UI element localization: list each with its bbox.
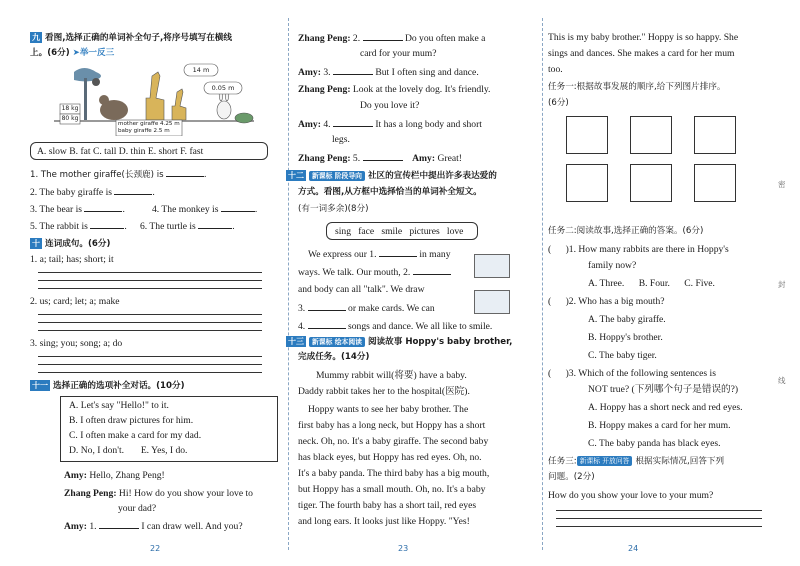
option-d-e: D. No, I don't. E. Yes, I do. (69, 445, 188, 456)
section-9-heading: 九 看图,选择正确的单词补全句子,将序号填写在横线 (32, 33, 232, 43)
margin-mark-3: 线 (778, 376, 786, 385)
task2-q2-c: C. The baby tiger. (588, 350, 657, 361)
task3-title: 任务三: 新课标 开放问答 根据实际情况,回答下列 (548, 456, 725, 467)
section-13-heading: 十三 新课标 绘本阅读 阅读故事 Hoppy's baby brother, (288, 337, 513, 347)
story-line-9: tiger. The fourth baby has a short tail, red eyes (298, 500, 477, 511)
word-options: A. slow B. fat C. tall D. thin E. short F. fast (37, 146, 204, 157)
margin-mark-1: 密 (778, 180, 786, 189)
dialogue-blank-4[interactable] (333, 118, 373, 127)
section-13-tag: 新课标 绘本阅读 (309, 337, 365, 347)
story-cont-1: This is my baby brother." Hoppy is so happy. She (548, 32, 739, 43)
section-11-heading: 十一 选择正确的选项补全对话。(10分) (32, 381, 185, 391)
answer-line[interactable] (38, 314, 262, 315)
section-12-heading: 十二 新课标 阶段导向 社区的宣传栏中提出许多表达爱的 (288, 171, 497, 181)
word-options-box (30, 142, 268, 160)
answer-line[interactable] (38, 272, 262, 273)
passage-blank-3[interactable] (308, 302, 346, 311)
dialogue-blank-3[interactable] (333, 66, 373, 75)
section-9-tag: ➤举一反三 (72, 48, 115, 58)
passage-line-5: 4. songs and dance. We all like to smile. (298, 321, 493, 332)
dialogue-a1: Amy: 3. But I often sing and dance. (298, 67, 479, 78)
task1-score: (6分) (548, 98, 569, 108)
story-line-3: Hoppy wants to see her baby brother. The (308, 404, 469, 415)
option-c: C. I often make a card for my dad. (69, 430, 202, 441)
dialogue-line-2: Zhang Peng: Hi! How do you show your love to (64, 488, 253, 499)
story-line-4: first baby has a long neck, but Hoppy has a short (298, 420, 486, 431)
dialogue-a2: Amy: 4. It has a long body and short (298, 119, 482, 130)
task2-q3-b: B. Hoppy makes a card for her mum. (588, 420, 731, 431)
dialogue-blank-1[interactable] (99, 520, 139, 529)
animals-illustration (54, 62, 254, 136)
section-9-heading-line2: 上。(6分) ➤举一反三 (30, 48, 115, 58)
page-divider (542, 18, 543, 550)
passage-line-2: ways. We talk. Our mouth, 2. (298, 266, 451, 279)
weight-label-80: 80 kg (61, 115, 79, 122)
story-cont-2: sings and dances. She makes a card for her mum (548, 48, 735, 59)
word-bank: sing face smile pictures love (335, 226, 464, 237)
q10-2: 2. us; card; let; a; make (30, 296, 120, 307)
answer-bracket-3[interactable]: ( ) (548, 368, 569, 379)
answer-bracket-2[interactable]: ( ) (548, 296, 569, 307)
task3-score: 问题。(2分) (548, 472, 595, 482)
q10-3: 3. sing; you; song; a; do (30, 338, 123, 349)
speed-label-14m: 14 m (192, 66, 210, 74)
section-12-heading-2: 方式。看图,从方框中选择恰当的单词补全短文。 (298, 187, 482, 197)
story-line-5: neck. Oh, no. It's a baby giraffe. The second baby (298, 436, 489, 447)
dialogue-blank-2[interactable] (363, 32, 403, 41)
page-left (30, 0, 272, 566)
task3-question: How do you show your love to your mum? (548, 490, 714, 501)
page-divider (288, 18, 289, 550)
q9-6: 6. The turtle is . (140, 221, 235, 232)
task2-q3-a: A. Hoppy has a short neck and red eyes. (588, 402, 743, 413)
q9-2: 2. The baby giraffe is . (30, 187, 155, 198)
task3-tag: 新课标 开放问答 (577, 456, 633, 466)
option-b: B. I often draw pictures for him. (69, 415, 194, 426)
q9-1-blank[interactable] (166, 168, 204, 177)
margin-mark-2: 封 (778, 280, 786, 289)
task2-q1: ( )1. How many rabbits are there in Hoppy's (548, 244, 729, 255)
story-picture-2 (630, 116, 672, 154)
page-middle (288, 0, 538, 566)
passage-blank-1[interactable] (379, 248, 417, 257)
story-line-1: Mummy rabbit will(将要) have a baby. (316, 370, 467, 381)
story-picture-6 (694, 164, 736, 202)
answer-line[interactable] (556, 526, 762, 527)
task2-q3: ( )3. Which of the following sentences is (548, 368, 716, 379)
speed-label-005m: 0.05 m (211, 84, 235, 92)
q9-3-blank[interactable] (84, 203, 122, 212)
passage-blank-2[interactable] (413, 266, 451, 275)
giraffe-height-mother: mother giraffe 4.25 m (118, 121, 180, 127)
weight-label-18: 18 kg (61, 105, 79, 112)
dialogue-z1: Zhang Peng: 2. Do you often make a (298, 33, 486, 44)
page-right (548, 0, 770, 566)
story-picture-5 (630, 164, 672, 202)
task2-q3-c: C. The baby panda has black eyes. (588, 438, 721, 449)
task2-title: 任务二:阅读故事,选择正确的答案。(6分) (548, 226, 704, 236)
story-line-10: and long ears. It looks just like Hoppy. "Yes! (298, 516, 470, 527)
q9-2-blank[interactable] (114, 186, 152, 195)
dialogue-z2: Zhang Peng: Look at the lovely dog. It's friendly. (298, 84, 491, 95)
answer-bracket-1[interactable]: ( ) (548, 244, 569, 255)
task2-q2-a: A. The baby giraffe. (588, 314, 666, 325)
section-10-heading: 十 连词成句。(6分) (32, 239, 111, 249)
story-line-6: has black eyes, but Hoppy has red eyes. Oh, no. (298, 452, 482, 463)
passage-line-4: 3. or make cards. We can (298, 303, 435, 314)
community-picture-1 (474, 254, 510, 278)
answer-line[interactable] (38, 364, 262, 365)
q9-5: 5. The rabbit is . (30, 221, 127, 232)
dialogue-a2c: legs. (332, 134, 350, 145)
dialogue-z3: Zhang Peng: 5. Amy: Great! (298, 153, 462, 164)
dialogue-z1c: card for your mum? (360, 48, 437, 59)
section-9-number: 九 (32, 33, 40, 42)
answer-line[interactable] (38, 322, 262, 323)
story-line-8: but Hoppy has a small mouth. Oh, no. It's a baby (298, 484, 486, 495)
q9-5-blank[interactable] (90, 220, 124, 229)
section-12-heading-3: (有一词多余)(8分) (298, 204, 369, 214)
story-cont-3: too. (548, 64, 563, 75)
task1-title: 任务一:根据故事发展的顺序,给下列图片排序。 (548, 82, 726, 92)
dialogue-line-2b: your dad? (118, 503, 157, 514)
task2-q2: ( )2. Who has a big mouth? (548, 296, 665, 307)
story-picture-3 (694, 116, 736, 154)
page-number-23: 23 (398, 544, 409, 553)
giraffe-height-baby: baby giraffe 2.5 m (118, 128, 170, 134)
dialogue-line-3: Amy: 1. I can draw well. And you? (64, 521, 243, 532)
dialogue-blank-5[interactable] (363, 152, 403, 161)
answer-line[interactable] (556, 510, 762, 511)
passage-line-1: We express our 1. in many (308, 249, 451, 260)
dialogue-options-box (60, 396, 278, 462)
q9-1: 1. The mother giraffe(长颈鹿) is . (30, 169, 207, 180)
q9-3: 3. The bear is . (30, 204, 125, 215)
answer-line[interactable] (38, 330, 262, 331)
answer-line[interactable] (38, 288, 262, 289)
dialogue-z2b: Do you love it? (360, 100, 420, 111)
answer-line[interactable] (38, 356, 262, 357)
q9-4: 4. The monkey is . (152, 204, 258, 215)
q10-1: 1. a; tail; has; short; it (30, 254, 114, 265)
community-picture-2 (474, 290, 510, 314)
story-picture-1 (566, 116, 608, 154)
word-bank-box (326, 222, 478, 240)
passage-blank-4[interactable] (308, 320, 346, 329)
q9-6-blank[interactable] (198, 220, 232, 229)
q9-4-blank[interactable] (221, 203, 255, 212)
answer-line[interactable] (38, 372, 262, 373)
story-picture-4 (566, 164, 608, 202)
answer-line[interactable] (38, 280, 262, 281)
section-13-heading-2: 完成任务。(14分) (298, 352, 370, 362)
story-line-7: It's a baby panda. The third baby has a big mouth, (298, 468, 490, 479)
task2-q1b: family now? (588, 260, 637, 271)
answer-line[interactable] (556, 518, 762, 519)
page-number-24: 24 (628, 544, 639, 553)
task2-q3b: NOT true? (下列哪个句子是错误的?) (588, 384, 739, 395)
passage-line-3: and body can all "talk". We draw (298, 284, 425, 295)
section-12-tag: 新课标 阶段导向 (309, 171, 365, 181)
task2-q2-b: B. Hoppy's brother. (588, 332, 663, 343)
task2-q1-options: A. Three. B. Four. C. Five. (588, 278, 715, 289)
page-number-22: 22 (150, 544, 161, 553)
story-line-2: Daddy rabbit takes her to the hospital(医院). (298, 386, 470, 397)
dialogue-line-1: Amy: Hello, Zhang Peng! (64, 470, 165, 481)
option-a: A. Let's say "Hello!" to it. (69, 400, 169, 411)
